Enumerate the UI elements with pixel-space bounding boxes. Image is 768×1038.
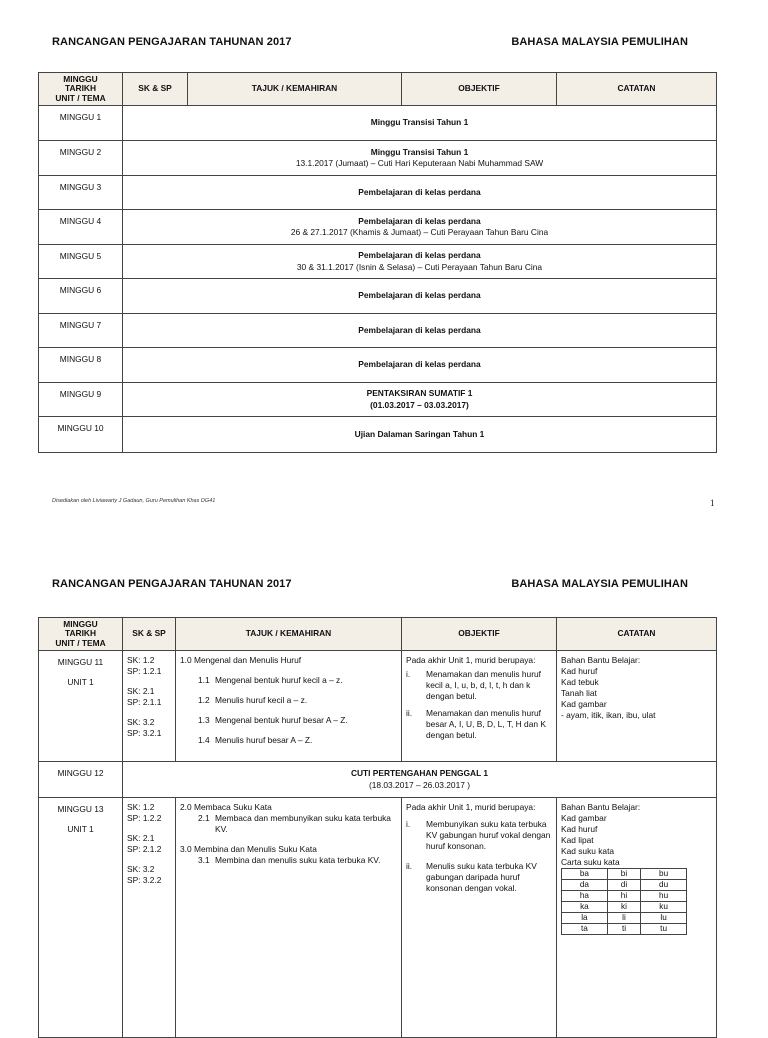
document-title: RANCANGAN PENGAJARAN TAHUNAN 2017 <box>52 36 292 48</box>
header-objective: OBJEKTIF <box>402 73 557 106</box>
document-subject: BAHASA MALAYSIA PEMULIHAN <box>511 578 688 590</box>
header-topic: TAJUK / KEMAHIRAN <box>176 618 402 651</box>
notes-cell: Bahan Bantu Belajar: Kad gambar Kad huruf Kad lipat Kad suku kata Carta suku kata ba bi bu da di du ha hi hu ka ki ku la li lu ta ti tu <box>557 798 717 1038</box>
header-notes: CATATAN <box>557 618 717 651</box>
header-week: MINGGU TARIKH UNIT / TEMA <box>39 73 123 106</box>
week-content: CUTI PERTENGAHAN PENGGAL 1 (18.03.2017 – 26.03.2017 ) <box>123 762 717 798</box>
syllable-row: la li lu <box>562 912 687 923</box>
header-notes: CATATAN <box>557 73 717 106</box>
week-cell: MINGGU 13 UNIT 1 <box>39 798 123 1038</box>
syllable-chart <box>561 868 687 935</box>
topic-cell: 1.0 Mengenal dan Menulis Huruf 1.1 Mengenal bentuk huruf kecil a – z. 1.2 Menulis huruf kecil a – z. 1.3 Mengenal bentuk huruf besar A – Z. 1.4 Menulis huruf besar A – Z. <box>176 651 402 762</box>
table-row <box>39 798 717 1038</box>
objective-cell: Pada akhir Unit 1, murid berupaya: i. Membunyikan suku kata terbuka KV gabungan huruf vokal dengan huruf konsonan. ii. Menulis suku kata terbuka KV gabungan daripada huruf konsonan dengan vokal. <box>402 798 557 1038</box>
week-content: Pembelajaran di kelas perdana 26 & 27.1.2017 (Khamis & Jumaat) – Cuti Perayaan Tahun Baru Cina <box>123 210 717 245</box>
syllable-row: ka ki ku <box>562 901 687 912</box>
objective-cell: Pada akhir Unit 1, murid berupaya: i. Menamakan dan menulis huruf kecil a, I, u, b, d, l, t, h dan k dengan betul. ii. Menamakan dan menulis huruf besar A, I, U, B, D, L, T, H dan K dengan betul. <box>402 651 557 762</box>
header-objective: OBJEKTIF <box>402 618 557 651</box>
table-row <box>39 245 717 279</box>
plan-table-page2 <box>38 617 717 1038</box>
week-cell: MINGGU 1 <box>39 106 123 141</box>
week-cell: MINGGU 12 <box>39 762 123 798</box>
week-content: Pembelajaran di kelas perdana <box>123 348 717 383</box>
week-content: Minggu Transisi Tahun 1 <box>123 106 717 141</box>
syllable-row: ta ti tu <box>562 923 687 934</box>
header-topic: TAJUK / KEMAHIRAN <box>188 73 402 106</box>
sksp-cell: SK: 1.2 SP: 1.2.1 SK: 2.1 SP: 2.1.1 SK: 3.2 SP: 3.2.1 <box>123 651 176 762</box>
header-sksp: SK & SP <box>123 618 176 651</box>
week-content: PENTAKSIRAN SUMATIF 1 (01.03.2017 – 03.03.2017) <box>123 383 717 417</box>
week-content: Pembelajaran di kelas perdana 30 & 31.1.2017 (Isnin & Selasa) – Cuti Perayaan Tahun Baru Cina <box>123 245 717 279</box>
week-cell: MINGGU 9 <box>39 383 123 417</box>
topic-cell: 2.0 Membaca Suku Kata 2.1 Membaca dan membunyikan suku kata terbuka KV. 3.0 Membina dan Menulis Suku Kata 3.1 Membina dan menulis suku kata terbuka KV. <box>176 798 402 1038</box>
week-content: Minggu Transisi Tahun 1 13.1.2017 (Jumaat) – Cuti Hari Keputeraan Nabi Muhammad SAW <box>123 141 717 176</box>
table-row <box>39 176 717 210</box>
table-row <box>39 348 717 383</box>
syllable-row: da di du <box>562 879 687 890</box>
document-subject: BAHASA MALAYSIA PEMULIHAN <box>511 36 688 48</box>
week-content: Pembelajaran di kelas perdana <box>123 176 717 210</box>
table-header-row <box>39 73 717 106</box>
week-cell: MINGGU 3 <box>39 176 123 210</box>
plan-table-page1 <box>38 72 717 453</box>
table-row <box>39 651 717 762</box>
table-row <box>39 314 717 348</box>
table-row <box>39 210 717 245</box>
syllable-row: ba bi bu <box>562 868 687 879</box>
document-title: RANCANGAN PENGAJARAN TAHUNAN 2017 <box>52 578 292 590</box>
table-row <box>39 417 717 453</box>
table-row <box>39 279 717 314</box>
week-cell: MINGGU 10 <box>39 417 123 453</box>
week-cell: MINGGU 7 <box>39 314 123 348</box>
sksp-cell: SK: 1.2 SP: 1.2.2 SK: 2.1 SP: 2.1.2 SK: 3.2 SP: 3.2.2 <box>123 798 176 1038</box>
week-cell: MINGGU 11 UNIT 1 <box>39 651 123 762</box>
table-row <box>39 106 717 141</box>
week-content: Pembelajaran di kelas perdana <box>123 314 717 348</box>
week-cell: MINGGU 6 <box>39 279 123 314</box>
header-sksp: SK & SP <box>123 73 188 106</box>
week-cell: MINGGU 5 <box>39 245 123 279</box>
table-row <box>39 141 717 176</box>
table-row <box>39 762 717 798</box>
footer-note: Disediakan oleh Liviawarty J Gadaun, Guru Pemulihan Khas DG41 <box>52 498 216 504</box>
week-content: Ujian Dalaman Saringan Tahun 1 <box>123 417 717 453</box>
week-content: Pembelajaran di kelas perdana <box>123 279 717 314</box>
page-number: 1 <box>710 498 715 508</box>
table-header-row <box>39 618 717 651</box>
header-week: MINGGU TARIKH UNIT / TEMA <box>39 618 123 651</box>
week-cell: MINGGU 4 <box>39 210 123 245</box>
week-cell: MINGGU 2 <box>39 141 123 176</box>
week-cell: MINGGU 8 <box>39 348 123 383</box>
table-row <box>39 383 717 417</box>
notes-cell: Bahan Bantu Belajar: Kad huruf Kad tebuk Tanah liat Kad gambar - ayam, itik, ikan, ibu, ulat <box>557 651 717 762</box>
syllable-row: ha hi hu <box>562 890 687 901</box>
